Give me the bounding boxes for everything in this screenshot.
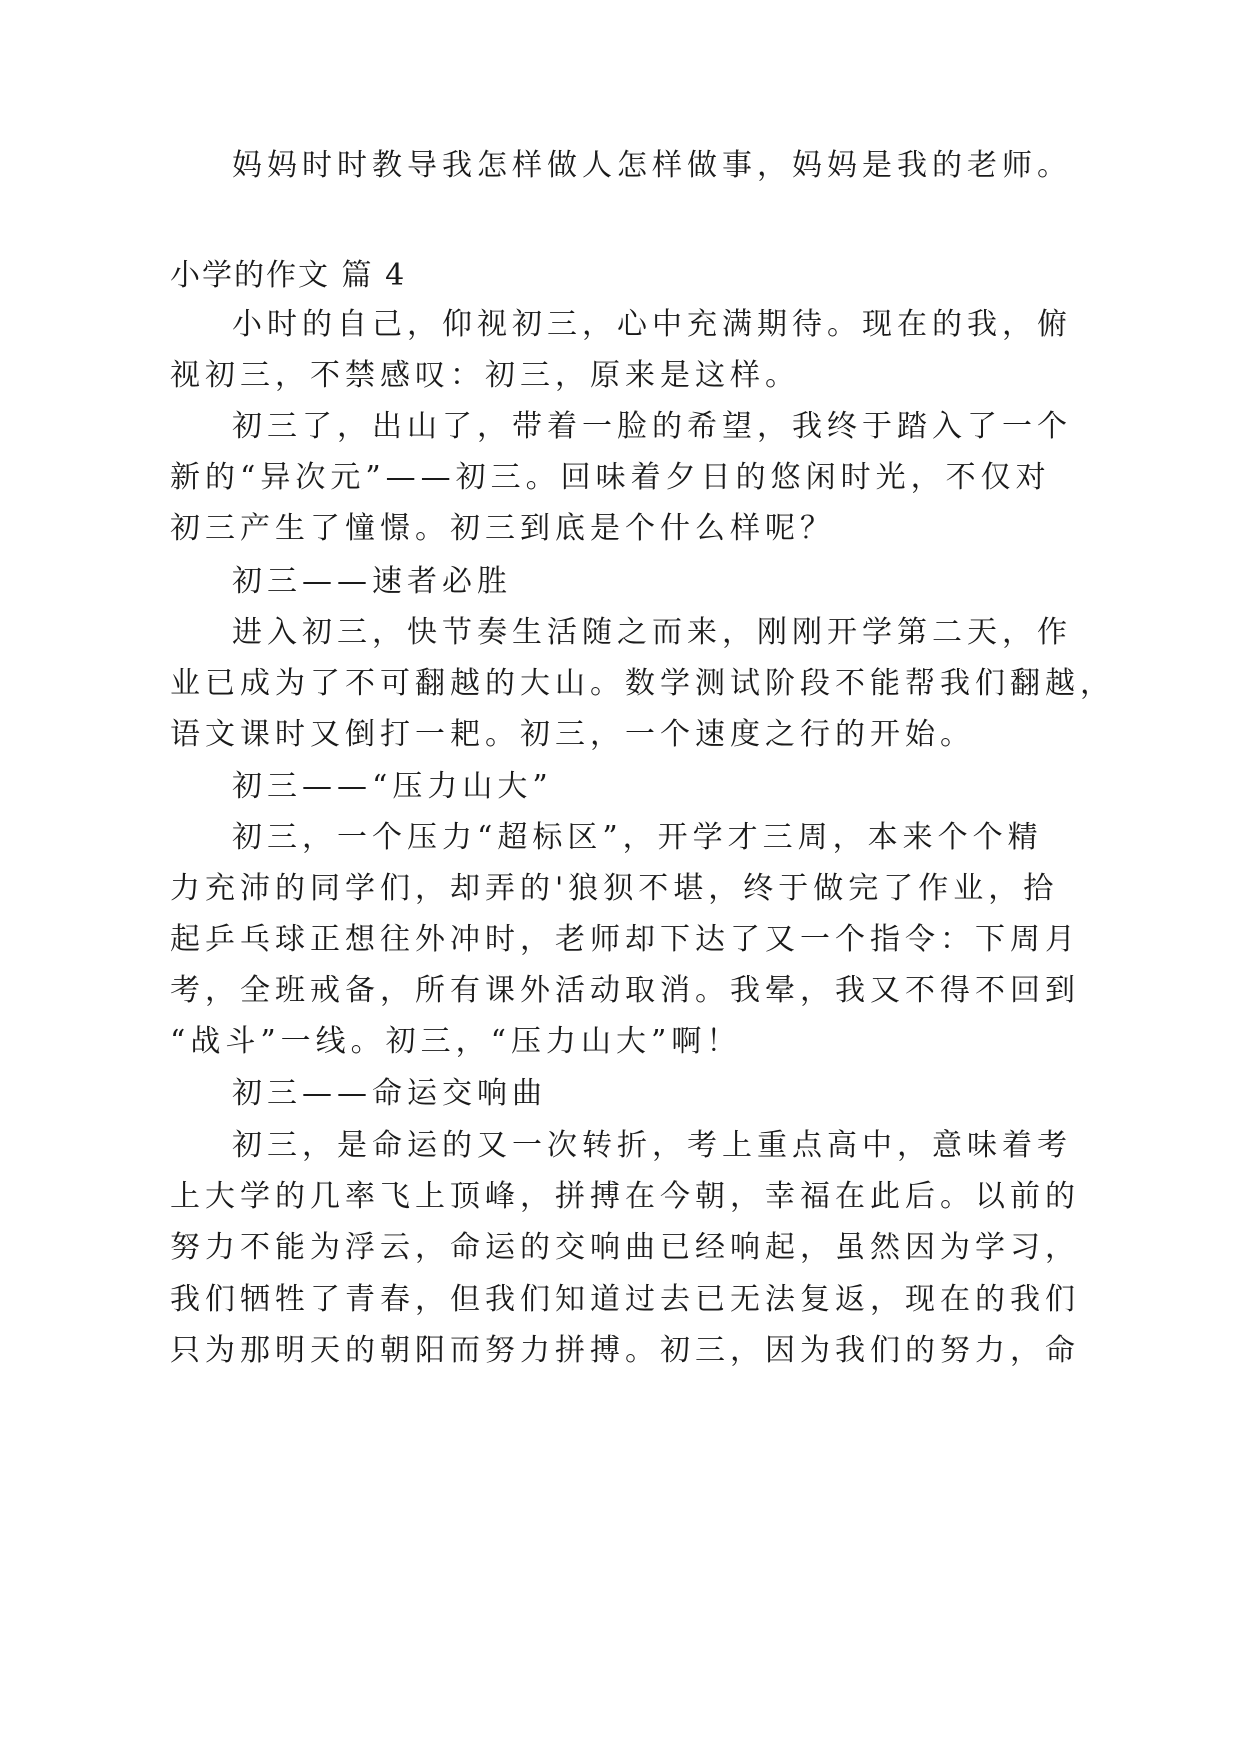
subheading: 初三——速者必胜 xyxy=(232,564,512,599)
paragraph-line: 新的“异次元”——初三。回味着夕日的悠闲时光，不仅对 xyxy=(170,460,1051,495)
subheading: 初三——命运交响曲 xyxy=(232,1076,547,1111)
paragraph-line: 小时的自己，仰视初三，心中充满期待。现在的我，俯 xyxy=(232,307,1072,342)
section-heading: 小学的作文 篇 4 xyxy=(170,258,407,293)
paragraph-line: 视初三，不禁感叹：初三，原来是这样。 xyxy=(170,358,800,393)
paragraph-line: 初三，是命运的又一次转折，考上重点高中，意味着考 xyxy=(232,1128,1072,1163)
paragraph-line: 上大学的几率飞上顶峰，拼搏在今朝，幸福在此后。以前的 xyxy=(170,1179,1080,1214)
paragraph-line: 语文课时又倒打一耙。初三，一个速度之行的开始。 xyxy=(170,717,975,752)
paragraph-line: 初三，一个压力“超标区”，开学才三周，本来个个精 xyxy=(232,820,1043,855)
paragraph-line: 努力不能为浮云，命运的交响曲已经响起，虽然因为学习， xyxy=(170,1230,1080,1265)
subheading: 初三——“压力山大” xyxy=(232,769,553,804)
paragraph-line: 初三产生了憧憬。初三到底是个什么样呢？ xyxy=(170,511,835,546)
paragraph-line: 力充沛的同学们，却弄的'狼狈不堪，终于做完了作业，拾 xyxy=(170,871,1059,906)
paragraph-line: “战斗”一线。初三，“压力山大”啊！ xyxy=(170,1024,742,1059)
paragraph-line: 起乒乓球正想往外冲时，老师却下达了又一个指令：下周月 xyxy=(170,922,1080,957)
paragraph-line: 初三了，出山了，带着一脸的希望，我终于踏入了一个 xyxy=(232,409,1072,444)
paragraph-line: 考，全班戒备，所有课外活动取消。我晕，我又不得不回到 xyxy=(170,973,1080,1008)
paragraph-line: 我们牺牲了青春，但我们知道过去已无法复返，现在的我们 xyxy=(170,1282,1080,1317)
paragraph-line: 业已成为了不可翻越的大山。数学测试阶段不能帮我们翻越， xyxy=(170,666,1115,701)
paragraph-line: 只为那明天的朝阳而努力拼搏。初三，因为我们的努力，命 xyxy=(170,1333,1080,1368)
paragraph-line: 进入初三，快节奏生活随之而来，刚刚开学第二天，作 xyxy=(232,615,1072,650)
paragraph-line: 妈妈时时教导我怎样做人怎样做事，妈妈是我的老师。 xyxy=(232,148,1072,183)
